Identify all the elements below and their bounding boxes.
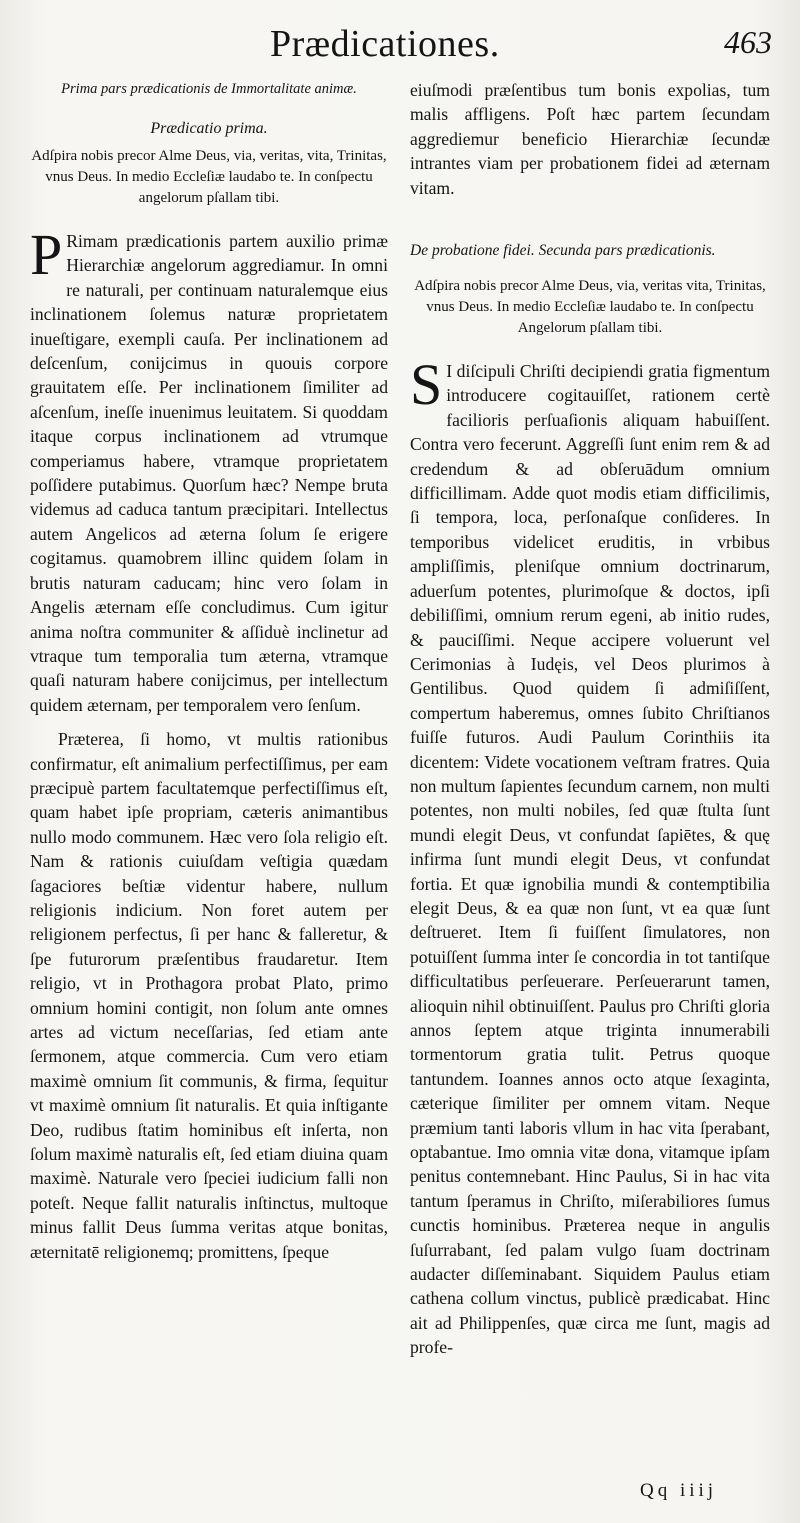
part-heading-immortality: Prima pars prædicationis de Immortalitate animæ.: [61, 81, 357, 97]
dropcap-p: P: [30, 222, 63, 287]
signature-mark: Qq iiij: [640, 1480, 718, 1501]
continuation-text: eiuſmodi præſentibus tum bonis expolias, tum malis affligens. Poſt hæc partem ſecundam aggrediemur beneficio Hierarchiæ ſecundæ intrantes viam per probationem fidei ad æternam vitam.: [410, 80, 770, 198]
running-title: Prædicationes.: [270, 23, 500, 65]
dropcap-s: S: [410, 352, 443, 418]
paragraph-1-left: [30, 222, 388, 717]
invocation-right: Adſpira nobis precor Alme Deus, via, veritas vita, Trinitas, vnus Deus. In medio Eccleſiæ laudabo te. In conſpectu Angelorum pſallam tibi.: [414, 278, 766, 337]
paragraph-1-left-text: Rimam prædicationis partem auxilio primæ Hierarchiæ angelorum aggrediamur. In omni re naturali, per continuam naturalemque eius inclinationem ſolemus naturæ proprietatem inueſtigare, exempli cauſa. Per inclinationem ad deſcenſum, conijcimus in quouis corpore grauitatem eſſe. Per inclinationem ſimiliter ad aſcenſum, ineſſe inuenimus leuitatem. Si quoddam itaque corpus inclinationem ad vtrumque comperiamus habere, vtramque proprietatem poſſidere putabimus. Quorſum hæc? Nempe bruta videmus ad caduca tantum præcipitari. Intellectus autem Angelicos ad æterna ſolum ſe erigere cogitamus. quamobrem illinc quidem ſolam in brutis naturam caducam; hinc vero ſolam in Angelis æternam eſſe concludimus. Cum igitur anima noſtra communiter & aſſiduè inclinetur ad vtraque tum temporalia tum æterna, vtramque quaſi naturam habere conijcimus, per intellectum quidem æternam, per temporalem vero ſenſum.: [30, 231, 388, 715]
paragraph-1-right: [410, 352, 770, 1360]
part-heading-faith: De probatione fidei. Secunda pars prædicationis.: [410, 242, 716, 260]
right-column: [410, 78, 770, 1360]
paragraph-1-right-text: I diſcipuli Chriſti decipiendi gratia figmentum introducere cogitauiſſet, rationem certè facilioris perſuaſionis aliquam habuiſſent. Contra vero fecerunt. Aggreſſi ſunt enim rem & ad credendum & ad obſeruādum omnium difficillimam. Adde quot modis etiam difficilimis, ſi tempora, loca, perſonaſque conſideres. In temporibus videlicet eruditis, in vrbibus ampliſſimis, pleniſque omnium doctrinarum, aduerſum potentes, plurimoſque & doctos, ipſi debiliſſimi, omnium rerum egeni, ab initio rudes, & pauciſſimi. Neque accipere voluerunt vel Cerimonias à Iudęis, vel Deos plurimos à Gentilibus. Quod quidem ſi admiſiſſent, compertum haberemus, omnes ſubito Chriſtianos fuiſſe futuros. Audi Paulum Corinthiis ita dicentem: Videte vocationem veſtram fratres. Quia non multum ſapientes ſecundum carnem, non multi potentes, non multi nobiles, ſed quæ ſtulta ſunt mundi elegit Deus, vt confundat ſapiētes, & quę infirma ſunt mundi elegit Deus, vt confundat fortia. Et quæ ignobilia mundi & contemptibilia elegit Deus, & ea quæ non ſunt, vt ea quæ ſunt deſtrueret. Item ſi fuiſſent ſimulatores, non potuiſſent ſumma inter ſe concordia in tot tantiſque difficultatibus perſeuerare. Perſeuerarunt tamen, alioquin nihil obtinuiſſent. Paulus pro Chriſti gloria annos ſeptem atque triginta innumerabili tormentorum gratia tulit. Petrus quoque tantundem. Ioannes annos octo atque ſexaginta, cæterique ſimiliter per omnem vitam. Neque præmium tanti laboris vllum in hac vita ſperabant, optabantue. Imo omnia vitæ dona, vitamque ipſam penitus contemnebant. Hinc Paulus, Si in hac vita tantum ſperamus in Chriſto, miſerabiliores ſumus cunctis hominibus. Præterea neque in angulis ſuſurrabant, ſed palam vulgo ſuam doctrinam audacter diſſeminabant. Siquidem Paulus etiam cathena collum vinctus, publicè prædicabat. Hinc ait ad Philippenſes, quæ circa me ſunt, magis ad profe-: [410, 361, 770, 1358]
sermon-heading: Prædicatio prima.: [150, 120, 268, 137]
paragraph-2-left: Præterea, ſi homo, vt multis rationibus confirmatur, eſt animalium perfectiſſimus, per eam præcipuè partem facultatemque perfectiſſimus eſt, quam habet ipſe propriam, cæteris animantibus nullo modo communem. Hæc vero ſola religio eſt. Nam & rationis cuiuſdam veſtigia quædam ſagaciores beſtiæ videntur habere, nullum religionis indicium. Non foret autem per religionem perfectus, ſi per hanc & falleretur, & ſpe futurorum præſentibus fraudaretur. Item religio, vt in Prothagora probat Plato, primo omnium homini contigit, non ſolum ante omnes artes ad victum neceſſarias, ſed etiam ante ſermonem, atque commercia. Cum vero etiam maximè omnium ſit communis, & firma, ſequitur vt maximè omnium ſit naturalis. Et quia inſtigante Deo, rudibus ſtatim hominibus eſt inſerta, non ſolum maximè naturalis eſt, ſed etiam diuina quam maximè. Naturale vero ſpeciei iudicium falli non poteſt. Neque fallit naturalis inſtinctus, multoque minus fallit Deus ſumma veritas atque bonitas, æternitatē religionemq; promittens, ſpeque: [30, 729, 388, 1262]
left-column: [30, 78, 388, 1264]
folio-number: 463: [724, 24, 772, 60]
page-header: [0, 18, 800, 68]
invocation-left: Adſpira nobis precor Alme Deus, via, veritas, vita, Trinitas, vnus Deus. In medio Eccleſiæ laudabo te. In conſpectu angelorum pſallam tibi.: [31, 148, 387, 206]
